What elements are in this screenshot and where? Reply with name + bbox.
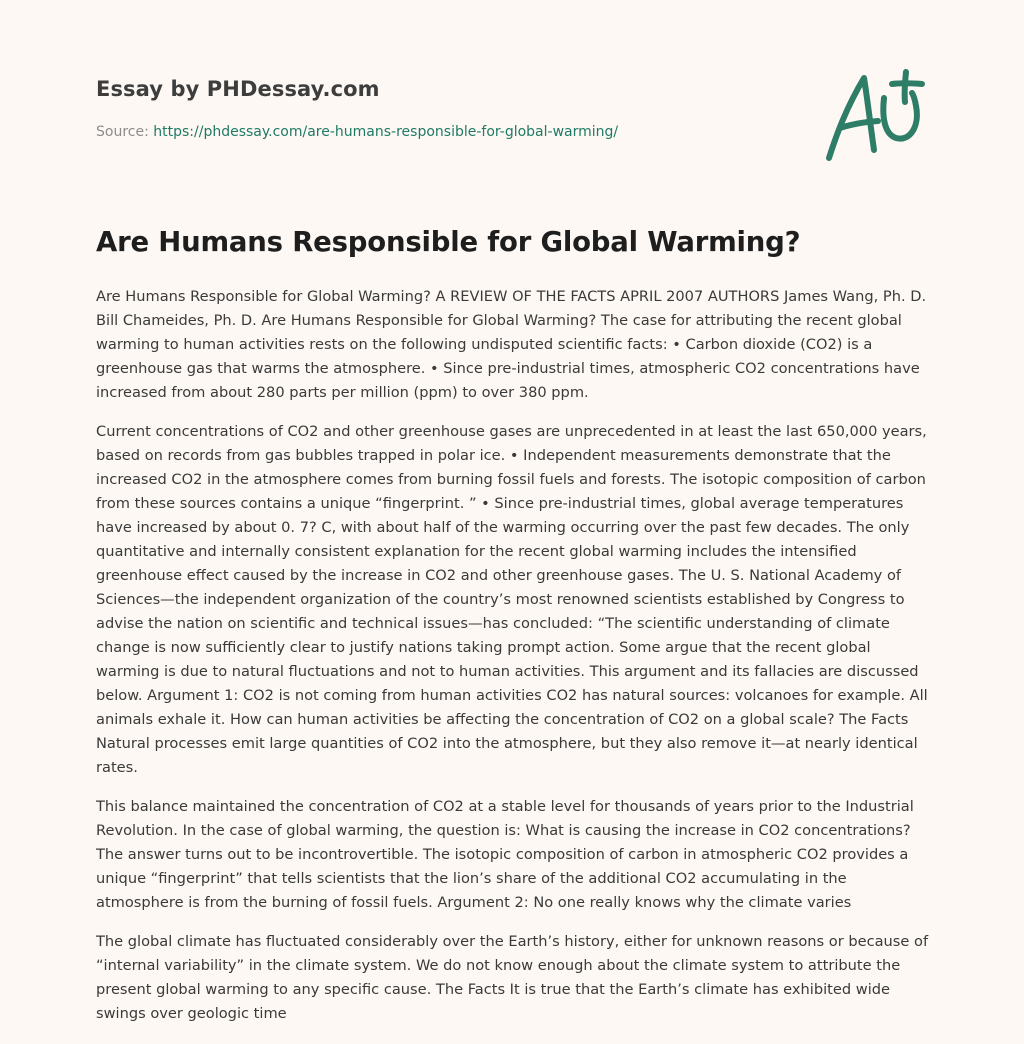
essay-body bbox=[96, 285, 932, 1041]
essay-title: Are Humans Responsible for Global Warming? bbox=[96, 226, 801, 258]
site-brand: Essay by PHDessay.com bbox=[96, 77, 380, 101]
essay-paragraph: Current concentrations of CO2 and other greenhouse gases are unprecedented in at least the last 650,000 years, based on records from gas bubbles trapped in polar ice. • Independent measurements demonstrate that the increased CO2 in the atmosphere comes from burning fossil fuels and forests. The isotopic composition of carbon from these sources contains a unique “fingerprint. ” • Since pre-industrial times, global average temperatures have increased by about 0. 7? C, with about half of the warming occurring over the past few decades. The only quantitative and internally consistent explanation for the recent global warming includes the intensified greenhouse effect caused by the increase in CO2 and other greenhouse gases. The U. S. National Academy of Sciences—the independent organization of the country’s most renowned scientists established by Congress to advise the nation on scientific and technical issues—has concluded: “The scientific understanding of climate change is now sufficiently clear to justify nations taking prompt action. Some argue that the recent global warming is due to natural fluctuations and not to human activities. This argument and its fallacies are discussed below. Argument 1: CO2 is not coming from human activities CO2 has natural sources: volcanoes for example. All animals exhale it. How can human activities be affecting the concentration of CO2 on a global scale? The Facts Natural processes emit large quantities of CO2 into the atmosphere, but they also remove it—at nearly identical rates. bbox=[96, 423, 928, 776]
source-label: Source: bbox=[96, 124, 149, 140]
source-link[interactable]: https://phdessay.com/are-humans-responsible-for-global-warming/ bbox=[153, 124, 619, 140]
essay-paragraph: This balance maintained the concentration of CO2 at a stable level for thousands of years prior to the Industrial Revolution. In the case of global warming, the question is: What is causing the increase in CO2 concentrations? The answer turns out to be incontrovertible. The isotopic composition of carbon in atmospheric CO2 provides a unique “fingerprint” that tells scientists that the lion’s share of the additional CO2 accumulating in the atmosphere is from the burning of fossil fuels. Argument 2: No one really knows why the climate varies bbox=[96, 798, 914, 911]
essay-paragraph: Are Humans Responsible for Global Warming? A REVIEW OF THE FACTS APRIL 2007 AUTHORS James Wang, Ph. D. Bill Chameides, Ph. D. Are Humans Responsible for Global Warming? The case for attributing the recent global warming to human activities rests on the following undisputed scientific facts: • Carbon dioxide (CO2) is a greenhouse gas that warms the atmosphere. • Since pre-industrial times, atmospheric CO2 concentrations have increased from about 280 parts per million (ppm) to over 380 ppm. bbox=[96, 288, 927, 401]
a-plus-logo-icon bbox=[818, 66, 930, 166]
source-line bbox=[96, 124, 618, 140]
essay-paragraph: The global climate has fluctuated considerably over the Earth’s history, either for unknown reasons or because of “internal variability” in the climate system. We do not know enough about the climate system to attribute the present global warming to any specific cause. The Facts It is true that the Earth’s climate has exhibited wide swings over geologic time bbox=[96, 933, 929, 1022]
